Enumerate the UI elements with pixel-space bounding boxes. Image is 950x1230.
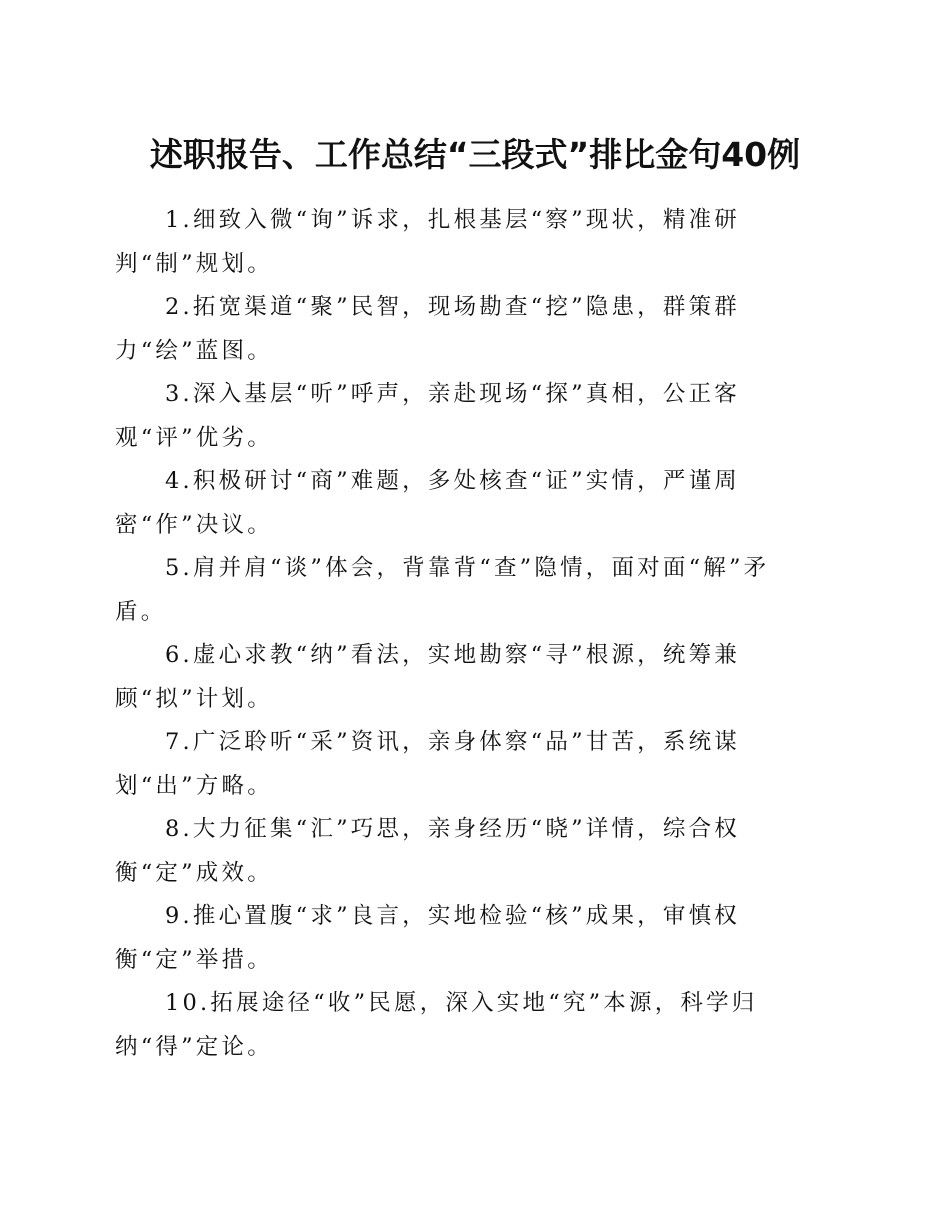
list-item [115,373,815,460]
item-line-1: 10.拓展途径“收”民愿，深入实地“究”本源，科学归 [165,990,758,1016]
list-item [115,286,815,373]
item-line-2: 衡“定”举措。 [115,946,273,973]
list-item [115,460,815,547]
item-line-1: 2.拓宽渠道“聚”民智，现场勘查“挖”隐患，群策群 [165,294,740,320]
item-line-1: 3.深入基层“听”呼声，亲赴现场“探”真相，公正客 [165,381,740,407]
item-line-2: 力“绘”蓝图。 [115,337,273,364]
list-item [115,895,815,982]
item-line-2: 判“制”规划。 [115,250,273,277]
sentence-list [115,199,815,1069]
list-item [115,199,815,286]
item-line-2: 观“评”优劣。 [115,424,273,451]
list-item [115,808,815,895]
item-line-2: 顾“拟”计划。 [115,685,273,712]
list-item [115,982,815,1069]
list-item [115,634,815,721]
item-line-1: 1.细致入微“询”诉求，扎根基层“察”现状，精准研 [165,207,740,233]
list-item [115,547,815,634]
item-line-2: 密“作”决议。 [115,511,273,538]
item-line-1: 5.肩并肩“谈”体会，背靠背“查”隐情，面对面“解”矛 [165,555,770,581]
item-line-1: 6.虚心求教“纳”看法，实地勘察“寻”根源，统筹兼 [165,642,740,668]
document-title: 述职报告、工作总结“三段式”排比金句40例 [149,135,801,174]
list-item [115,721,815,808]
item-line-1: 7.广泛聆听“采”资讯，亲身体察“品”甘苦，系统谋 [165,729,740,755]
item-line-1: 9.推心置腹“求”良言，实地检验“核”成果，审慎权 [165,903,740,929]
item-line-2: 衡“定”成效。 [115,859,273,886]
item-line-1: 4.积极研讨“商”难题，多处核查“证”实情，严谨周 [165,468,740,494]
item-line-1: 8.大力征集“汇”巧思，亲身经历“晓”详情，综合权 [165,816,740,842]
item-line-2: 划“出”方略。 [115,772,273,799]
item-line-2: 盾。 [115,598,167,625]
item-line-2: 纳“得”定论。 [115,1033,273,1060]
